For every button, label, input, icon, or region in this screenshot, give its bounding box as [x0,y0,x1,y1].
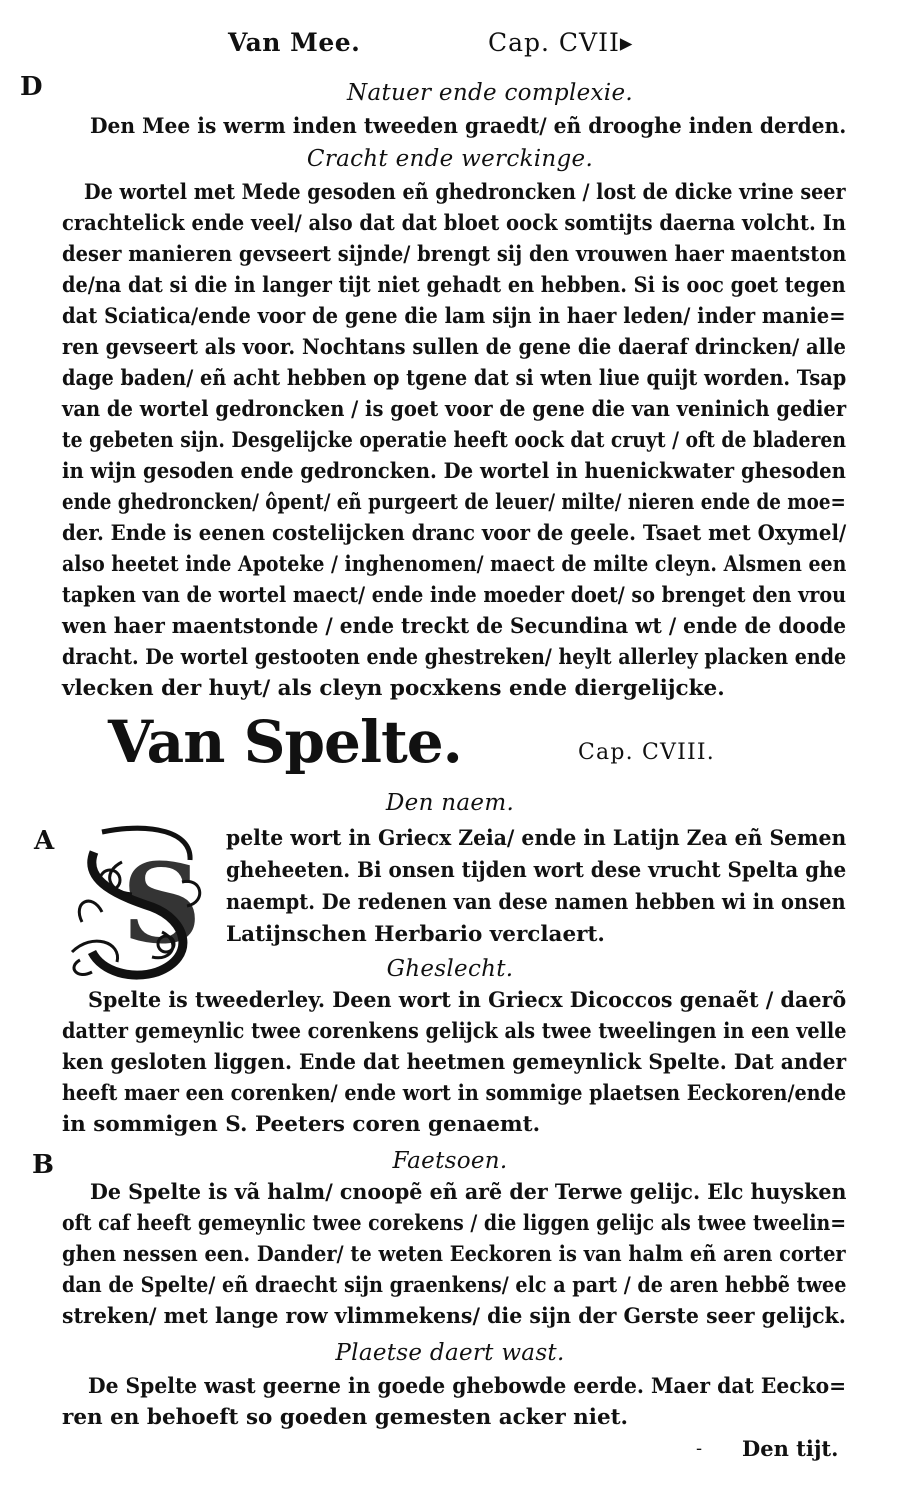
text-line: tapken van de wortel maect/ ende inde moeder doet/ so brenget den vrou [62,583,846,608]
text-line: te gebeten sijn. Desgelijcke operatie heeft oock dat cruyt / oft de bladeren [62,428,847,453]
text-line: van de wortel gedroncken / is goet voor de gene die van veninich gedier [62,397,847,422]
initial-letter: S [122,839,202,968]
text-line: dage baden/ eñ acht hebben op tgene dat si wten liue quijt worden. Tsap [62,366,847,391]
text-line: dracht. De wortel gestooten ende ghestreken/ heylt allerley placken ende [62,645,847,670]
text-line: der. Ende is eenen costelijcken dranc voor de geele. Tsaet met Oxymel/ [62,521,847,546]
margin-marker-a: A [34,826,55,856]
text-line: Latijnschen Herbario verclaert. [226,922,605,947]
text-line: Den Mee is werm inden tweeden graedt/ eñ drooghe inden derden. [90,114,847,139]
text-line: gheheeten. Bi onsen tijden wort dese vrucht Spelta ghe [226,858,847,883]
text-line: ren gevseert als voor. Nochtans sullen de gene die daeraf drincken/ alle [62,335,846,360]
text-line: dat Sciatica/ende voor de gene die lam sijn in haer leden/ inder manie= [62,304,846,329]
text-line: ghen nessen een. Dander/ te weten Eeckoren is van halm eñ aren corter [62,1242,846,1267]
text-line: de/na dat si die in langer tijt niet gehadt en hebben. Si is ooc goet tegen [62,273,846,298]
running-head-mark: ▸ [619,28,634,57]
text-line: De Spelte is vã halm/ cnoopẽ eñ arẽ der Terwe gelijc. Elc huysken [90,1180,847,1205]
text-line: vlecken der huyt/ als cleyn pocxkens ende diergelijcke. [62,676,725,701]
text-line: ende ghedroncken/ ôpent/ eñ purgeert de leuer/ milte/ nieren ende de moe= [62,490,846,515]
text-line: wen haer maentstonde / ende treckt de Secundina wt / ende de doode [62,614,847,639]
heading-naem: Den naem. [385,790,515,816]
margin-marker-d: D [20,72,43,102]
heading-gheslecht: Gheslecht. [386,956,514,982]
heading-natuer: Natuer ende complexie. [347,80,633,106]
running-head [0,28,900,64]
text-line: naempt. De redenen van dese namen hebben wi in onsen [226,890,846,915]
text-line: oft caf heeft gemeynlic twee corekens / die liggen gelijc als twee tweelin= [62,1211,847,1236]
text-line: pelte wort in Griecx Zeia/ ende in Latijn Zea eñ Semen [226,826,847,851]
text-line: heeft maer een corenken/ ende wort in sommige plaetsen Eeckoren/ende [62,1081,847,1106]
margin-marker-b: B [32,1150,54,1180]
text-line: dan de Spelte/ eñ draecht sijn graenkens/ elc a part / de aren hebbẽ twee [62,1273,847,1298]
text-line: De wortel met Mede gesoden eñ ghedroncken / lost de dicke vrine seer [84,180,846,205]
text-line: streken/ met lange row vlimmekens/ die sijn der Gerste seer gelijck. [62,1304,846,1329]
text-line: deser manieren gevseert sijnde/ brengt sij den vrouwen haer maentston [62,242,847,267]
text-line: datter gemeynlic twee corenkens gelijck als twee tweelingen in een velle [62,1019,847,1044]
text-line: in sommigen S. Peeters coren genaemt. [62,1112,541,1137]
text-line: crachtelick ende veel/ also dat dat bloet oock somtijts daerna volcht. In [62,211,846,236]
text-line: ren en behoeft so goeden gemesten acker niet. [62,1405,629,1430]
catchword: Den tijt. [742,1436,839,1461]
text-line: ken gesloten liggen. Ende dat heetmen gemeynlick Spelte. Dat ander [62,1050,847,1075]
heading-plaetse: Plaetse daert wast. [335,1340,565,1366]
chapter-number: Cap. CVIII. [578,740,716,765]
text-line: De Spelte wast geerne in goede ghebowde eerde. Maer dat Eecko= [88,1374,847,1399]
text-line: Spelte is tweederley. Deen wort in Griecx Dicoccos genaẽt / daerõ [88,988,847,1013]
catchword-dash: - [696,1438,703,1459]
text-line: also heetet inde Apoteke / inghenomen/ maect de milte cleyn. Alsmen een [62,552,847,577]
running-head-title: Van Mee. [228,28,361,57]
chapter-title: Van Spelte. [108,708,462,776]
running-head-chapter [488,28,633,57]
heading-faetsoen: Faetsoen. [392,1148,508,1174]
heading-cracht: Cracht ende werckinge. [306,146,594,172]
running-head-chapter-text: Cap. CVII [488,28,620,57]
text-line: in wijn gesoden ende gedroncken. De wortel in huenickwater ghesoden [62,459,846,484]
